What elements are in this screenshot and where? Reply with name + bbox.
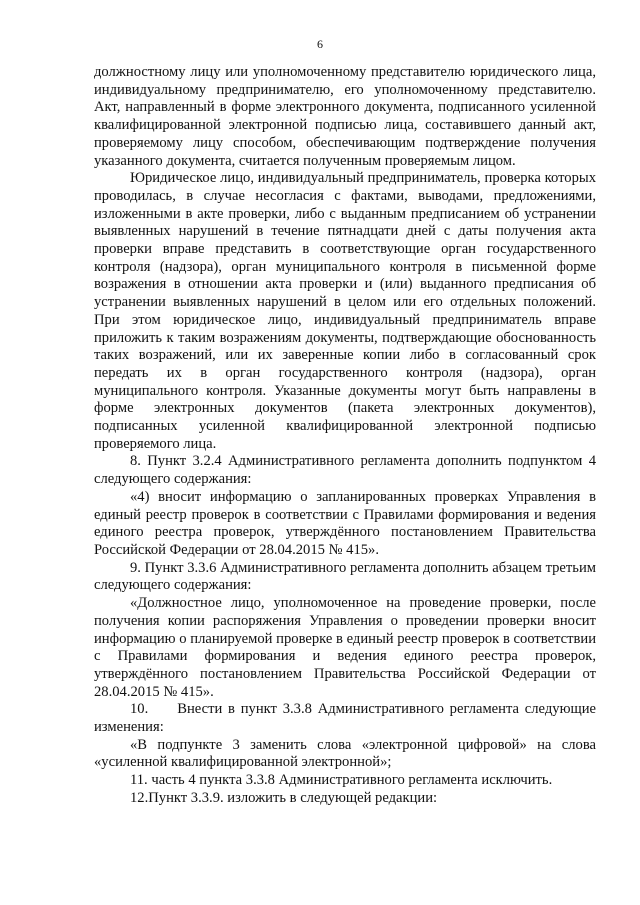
document-body xyxy=(94,64,596,808)
paragraph-item-8-quote: «4) вносит информацию о запланированных проверках Управления в единый реестр проверок в соответствии с Правилами формирования и ведения единого реестра проверок, утверждённого постановлением Правительства Российской Федерации от 28.04.2015 № 415». xyxy=(94,488,596,558)
paragraph-item-10: 10. Внести в пункт 3.3.8 Административного регламента следующие изменения: xyxy=(94,701,596,736)
paragraph-objections: Юридическое лицо, индивидуальный предприниматель, проверка которых проводилась, в случае несогласия с фактами, выводами, предложениями, изложенными в акте проверки, либо с выданным предписанием об устранении выявленных нарушений в течение пятнадцати дней с даты получения акта проверки вправе представить в соответствующие орган государственного контроля (надзора), орган муниципального контроля в письменной форме возражения в отношении акта проверки и (или) выданного предписания об устранении выявленных нарушений в целом или его отдельных положений. При этом юридическое лицо, индивидуальный предприниматель вправе приложить к таким возражениям документы, подтверждающие обоснованность таких возражений, или их заверенные копии либо в согласованный срок передать их в орган государственного контроля (надзора), орган муниципального контроля. Указанные документы могут быть направлены в форме электронных документов (пакета электронных документов), подписанных усиленной квалифицированной электронной подписью проверяемого лица. xyxy=(94,170,596,452)
paragraph-item-9-quote: «Должностное лицо, уполномоченное на проведение проверки, после получения копии распоряжения Управления о проведении проверки вносит информацию о планируемой проверке в единый реестр проверок в соответствии с Правилами формирования и ведения единого реестра проверок, утверждённого постановлением Правительства Российской Федерации от 28.04.2015 № 415». xyxy=(94,595,596,700)
paragraph-item-10-quote: «В подпункте 3 заменить слова «электронной цифровой» на слова «усиленной квалифицированной электронной»; xyxy=(94,736,596,771)
page-number: 6 xyxy=(317,37,323,51)
paragraph-item-8: 8. Пункт 3.2.4 Административного регламента дополнить подпунктом 4 следующего содержания: xyxy=(94,453,596,488)
paragraph-act-delivery: должностному лицу или уполномоченному представителю юридического лица, индивидуальному предпринимателю, его уполномоченному представителю. Акт, направленный в форме электронного документа, подписанного усиленной квалифицированной электронной подписью лица, составившего данный акт, проверяемому лицу способом, обеспечивающим подтверждение получения указанного документа, считается полученным проверяемым лицом. xyxy=(94,64,596,169)
paragraph-item-9: 9. Пункт 3.3.6 Административного регламента дополнить абзацем третьим следующего содержания: xyxy=(94,559,596,594)
paragraph-item-12: 12.Пункт 3.3.9. изложить в следующей редакции: xyxy=(130,789,438,806)
paragraph-item-11: 11. часть 4 пункта 3.3.8 Административного регламента исключить. xyxy=(130,772,553,789)
